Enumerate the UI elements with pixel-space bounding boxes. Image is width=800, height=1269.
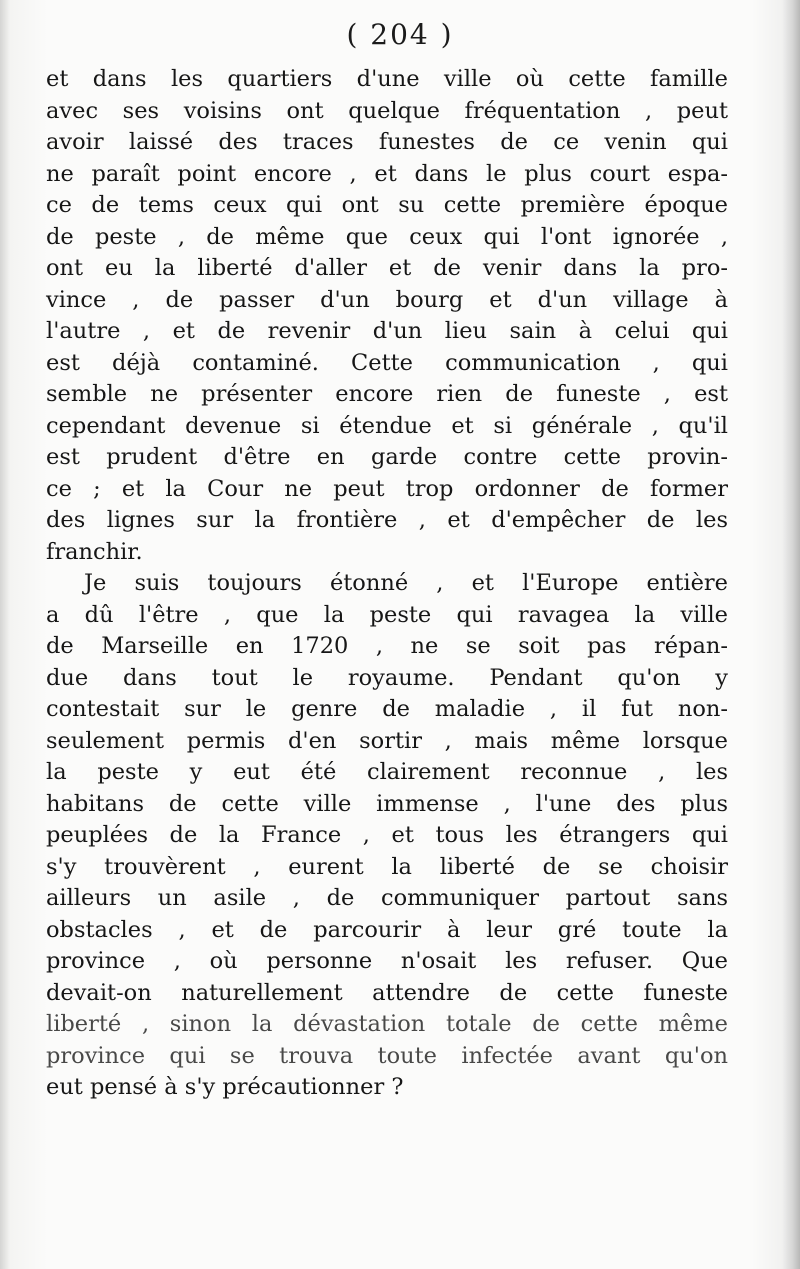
text-line: obstacles , et de parcourir à leur gré toute la	[46, 916, 728, 943]
text-line: la peste y eut été clairement reconnue , les	[46, 759, 728, 785]
text-line: et dans les quartiers d'une ville où cette famille	[46, 66, 728, 92]
text-line: province qui se trouva toute infectée avant qu'on	[46, 1042, 728, 1069]
text-line: ce ; et la Cour ne peut trop ordonner de former	[46, 475, 728, 502]
text-line: avec ses voisins ont quelque fréquentation , peut	[46, 97, 728, 124]
text-line: avoir laissé des traces funestes de ce venin qui	[46, 129, 728, 155]
text-line: franchir.	[46, 538, 143, 565]
text-line: ailleurs un asile , de communiquer partout sans	[46, 885, 728, 911]
page-gutter-shadow	[0, 0, 10, 1269]
text-line: ne paraît point encore , et dans le plus court espa-	[46, 160, 728, 187]
text-line: semble ne présenter encore rien de funeste , est	[46, 381, 728, 407]
text-line: de peste , de même que ceux qui l'ont ignorée ,	[46, 223, 728, 250]
text-line: a dû l'être , que la peste qui ravagea la ville	[46, 601, 728, 628]
text-line: liberté , sinon la dévastation totale de cette même	[46, 1011, 728, 1037]
text-line: due dans tout le royaume. Pendant qu'on y	[46, 664, 728, 691]
text-line: contestait sur le genre de maladie , il fut non-	[46, 696, 728, 722]
text-line: province , où personne n'osait les refuser. Que	[46, 948, 728, 974]
text-line: seulement permis d'en sortir , mais même lorsque	[46, 727, 728, 754]
text-line: des lignes sur la frontière , et d'empêcher de les	[46, 507, 728, 533]
page-edge-shadow	[782, 0, 800, 1269]
text-line: s'y trouvèrent , eurent la liberté de se choisir	[46, 853, 728, 880]
page-number: ( 204 )	[346, 18, 454, 51]
text-line: ce de tems ceux qui ont su cette première époque	[46, 192, 728, 218]
text-line: Je suis toujours étonné , et l'Europe entière	[84, 570, 728, 596]
text-line: ont eu la liberté d'aller et de venir dans la pro-	[46, 255, 728, 281]
text-line: cependant devenue si étendue et si générale , qu'il	[46, 412, 728, 439]
text-line: de Marseille en 1720 , ne se soit pas répan-	[46, 633, 728, 659]
text-line: l'autre , et de revenir d'un lieu sain à celui qui	[46, 318, 728, 344]
text-line: devait-on naturellement attendre de cette funeste	[46, 979, 728, 1006]
text-line: peuplées de la France , et tous les étrangers qui	[46, 822, 728, 848]
body-text	[46, 64, 728, 1104]
paragraph-2	[46, 568, 728, 1104]
text-line: est prudent d'être en garde contre cette provin-	[46, 444, 728, 470]
text-line: eut pensé à s'y précautionner ?	[46, 1074, 404, 1100]
paragraph-1	[46, 64, 728, 568]
text-line: vince , de passer d'un bourg et d'un village à	[46, 286, 728, 313]
text-line: est déjà contaminé. Cette communication , qui	[46, 349, 728, 376]
text-line: habitans de cette ville immense , l'une des plus	[46, 790, 728, 817]
